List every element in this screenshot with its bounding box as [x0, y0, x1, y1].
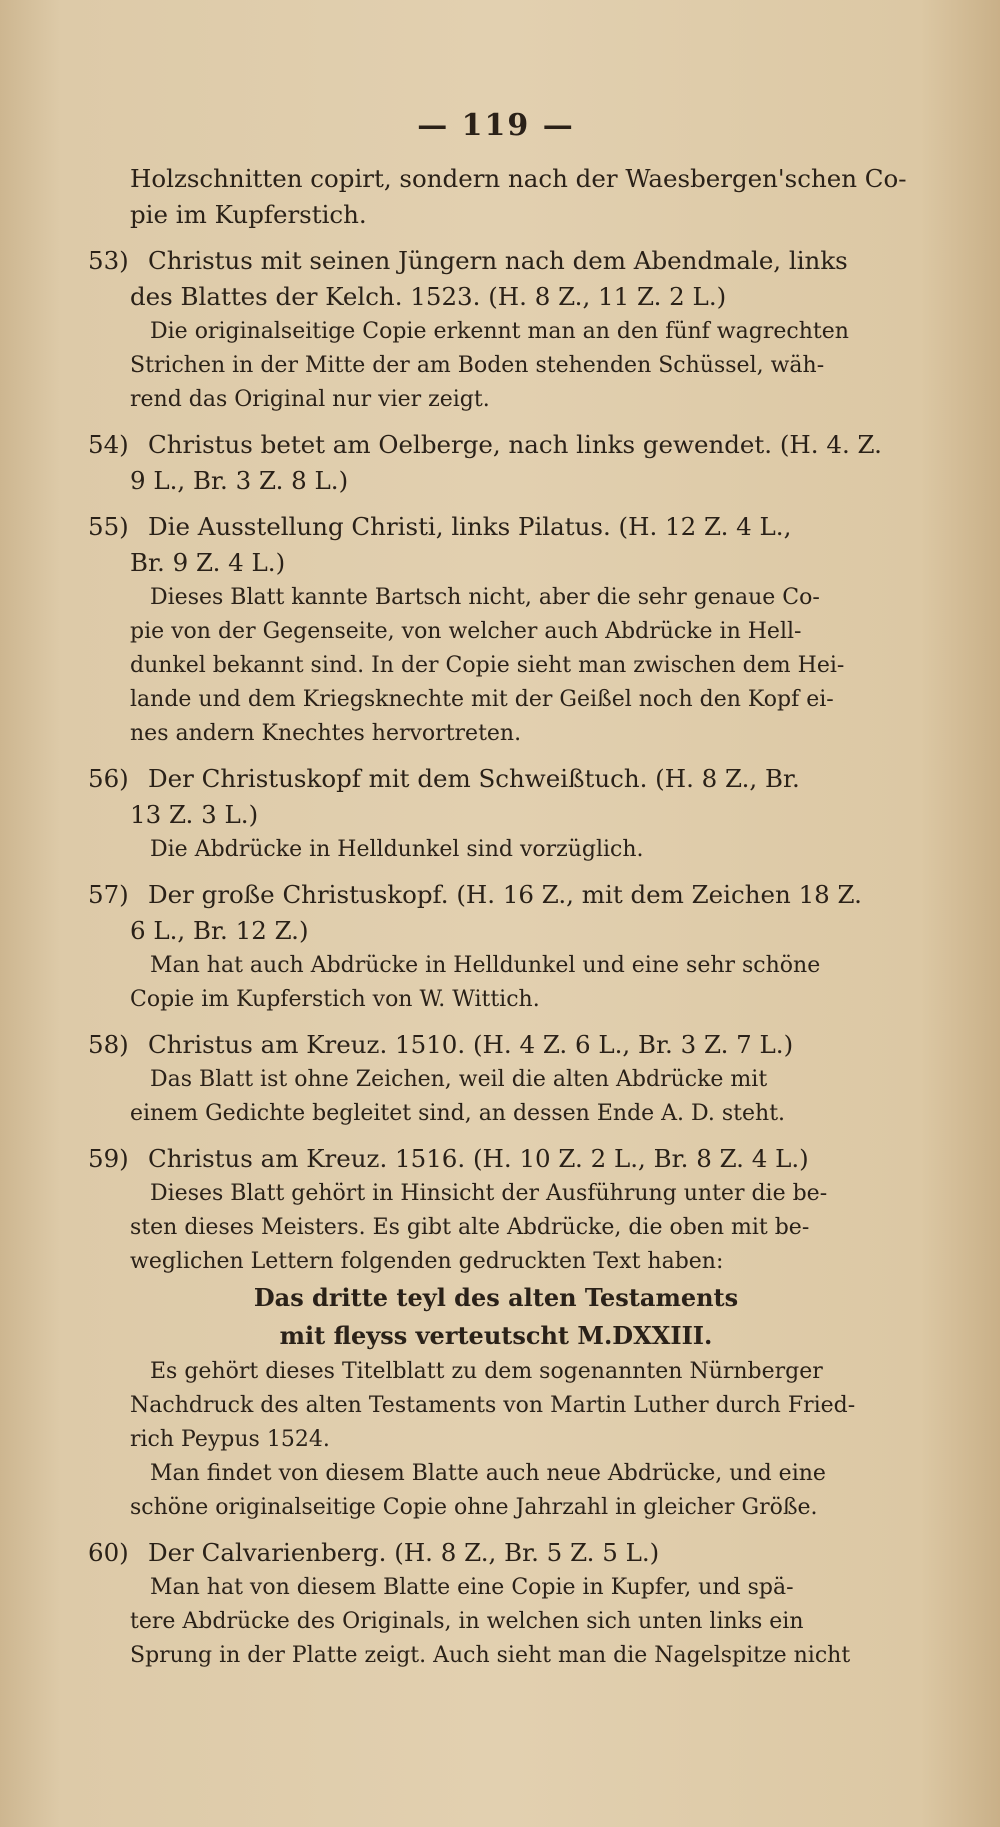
entry-note: Man hat von diesem Blatte eine Copie in Kupfer, und spä- — [150, 1575, 794, 1600]
quoted-title-line: mit fleyss verteutscht M.DXXIII. — [279, 1321, 713, 1350]
entry-note: Dieses Blatt gehört in Hinsicht der Ausführung unter die be- — [150, 1181, 828, 1206]
entry-number: 59) — [88, 1144, 129, 1173]
catalog-entry-54 — [88, 427, 904, 499]
entry-title: Christus betet am Oelberge, nach links gewendet. (H. 4. Z. — [148, 430, 882, 459]
catalog-entry-55 — [88, 509, 904, 751]
entry-number: 54) — [88, 430, 129, 459]
entry-note: dunkel bekannt sind. In der Copie sieht man zwischen dem Hei- — [130, 653, 845, 678]
entry-note: Nachdruck des alten Testaments von Martin Luther durch Fried- — [130, 1393, 856, 1418]
intro-block — [88, 161, 907, 233]
catalog-entry-53 — [88, 243, 904, 417]
entry-note: Copie im Kupferstich von W. Wittich. — [130, 987, 540, 1012]
entry-number: 60) — [88, 1538, 129, 1567]
entry-note: sten dieses Meisters. Es gibt alte Abdrücke, die oben mit be- — [130, 1215, 810, 1240]
entry-note: Strichen in der Mitte der am Boden stehenden Schüssel, wäh- — [130, 353, 825, 378]
entry-number: 53) — [88, 246, 129, 275]
catalog-entry-59 — [88, 1141, 904, 1525]
entry-note: Sprung in der Platte zeigt. Auch sieht man die Nagelspitze nicht — [130, 1643, 851, 1668]
catalog-entry-60 — [88, 1535, 904, 1673]
entry-title: Der Calvarienberg. (H. 8 Z., Br. 5 Z. 5 L.) — [148, 1538, 660, 1567]
catalog-entry-56 — [88, 761, 904, 867]
catalog-entry-58 — [88, 1027, 904, 1131]
page-number: — 119 — — [417, 108, 575, 143]
entry-note: einem Gedichte begleitet sind, an dessen Ende A. D. steht. — [130, 1101, 786, 1126]
entry-note: rich Peypus 1524. — [130, 1427, 330, 1452]
entry-continuation: 6 L., Br. 12 Z.) — [130, 916, 309, 945]
entry-continuation: Br. 9 Z. 4 L.) — [130, 548, 286, 577]
entry-continuation: des Blattes der Kelch. 1523. (H. 8 Z., 11 Z. 2 L.) — [130, 282, 727, 311]
entry-number: 57) — [88, 880, 129, 909]
entry-note: nes andern Knechtes hervortreten. — [130, 721, 522, 746]
entry-number: 58) — [88, 1030, 129, 1059]
entry-note: Es gehört dieses Titelblatt zu dem sogenannten Nürnberger — [150, 1359, 823, 1384]
entry-note: Das Blatt ist ohne Zeichen, weil die alten Abdrücke mit — [150, 1067, 768, 1092]
entry-title: Der Christuskopf mit dem Schweißtuch. (H. 8 Z., Br. — [148, 764, 800, 793]
entry-note: weglichen Lettern folgenden gedruckten Text haben: — [130, 1249, 724, 1274]
entry-title: Christus mit seinen Jüngern nach dem Abendmale, links — [148, 246, 848, 275]
entry-note: Man findet von diesem Blatte auch neue Abdrücke, und eine — [150, 1461, 826, 1486]
catalog-entry-57 — [88, 877, 904, 1017]
entry-note: lande und dem Kriegsknechte mit der Geißel noch den Kopf ei- — [130, 687, 834, 712]
entry-note: schöne originalseitige Copie ohne Jahrzahl in gleicher Größe. — [130, 1495, 818, 1520]
quoted-title-line: Das dritte teyl des alten Testaments — [253, 1283, 739, 1312]
text-line: Holzschnitten copirt, sondern nach der Waesbergen'schen Co- — [130, 164, 907, 193]
entry-note: pie von der Gegenseite, von welcher auch Abdrücke in Hell- — [130, 619, 802, 644]
entry-continuation: 9 L., Br. 3 Z. 8 L.) — [130, 466, 349, 495]
entry-note: Dieses Blatt kannte Bartsch nicht, aber die sehr genaue Co- — [150, 585, 820, 610]
entry-title: Christus am Kreuz. 1510. (H. 4 Z. 6 L., Br. 3 Z. 7 L.) — [148, 1030, 794, 1059]
entry-number: 56) — [88, 764, 129, 793]
entry-title: Der große Christuskopf. (H. 16 Z., mit dem Zeichen 18 Z. — [148, 880, 862, 909]
entry-note: rend das Original nur vier zeigt. — [130, 387, 490, 412]
entry-title: Christus am Kreuz. 1516. (H. 10 Z. 2 L., Br. 8 Z. 4 L.) — [148, 1144, 809, 1173]
entry-number: 55) — [88, 512, 129, 541]
entry-title: Die Ausstellung Christi, links Pilatus. (H. 12 Z. 4 L., — [148, 512, 792, 541]
text-line: pie im Kupferstich. — [130, 200, 367, 229]
entry-continuation: 13 Z. 3 L.) — [130, 800, 259, 829]
entry-note: Die originalseitige Copie erkennt man an den fünf wagrechten — [150, 319, 849, 344]
entry-note: Man hat auch Abdrücke in Helldunkel und eine sehr schöne — [150, 953, 821, 978]
entry-note: tere Abdrücke des Originals, in welchen sich unten links ein — [130, 1609, 804, 1634]
entry-note: Die Abdrücke in Helldunkel sind vorzüglich. — [150, 837, 644, 862]
